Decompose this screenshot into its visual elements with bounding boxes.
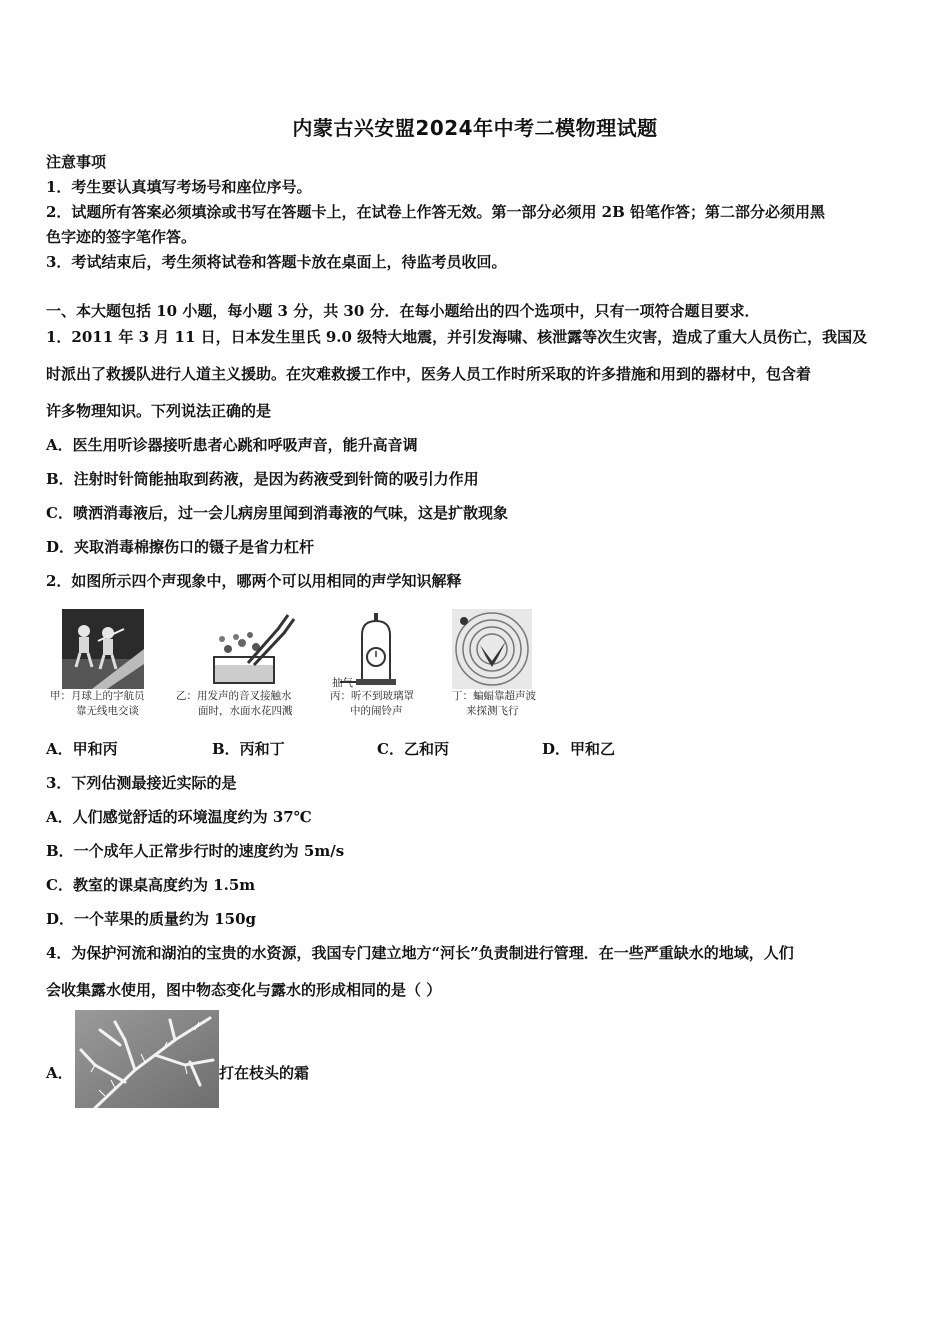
question-3-stem: 3．下列估测最接近实际的是 [46, 774, 237, 792]
question-3-option: A．人们感觉舒适的环境温度约为 37℃ [46, 808, 312, 826]
figure-caption: 中的闹铃声 [350, 705, 403, 717]
question-1-option: C．喷洒消毒液后，过一会儿病房里闻到消毒液的气味，这是扩散现象 [46, 504, 508, 522]
question-1-stem: 1．2011 年 3 月 11 日，日本发生里氏 9.0 级特大地震，并引发海啸、核泄露等次生灾害，造成了重大人员伤亡，我国及 [46, 328, 868, 346]
figure-label: 抽气 [332, 677, 353, 689]
section-heading: 一、本大题包括 10 小题，每小题 3 分，共 30 分．在每小题给出的四个选项中，只有一项符合题目要求． [46, 302, 760, 320]
notice-item: 3．考试结束后，考生须将试卷和答题卡放在桌面上，待监考员收回。 [46, 253, 507, 271]
question-2-option: C．乙和丙 [377, 740, 449, 758]
question-3-option: B．一个成年人正常步行时的速度约为 5m/s [46, 842, 345, 860]
figure-caption: 乙：用发声的音叉接触水 [176, 690, 292, 702]
question-1-option: B．注射时针筒能抽取到药液，是因为药液受到针筒的吸引力作用 [46, 470, 479, 488]
question-3-option: D．一个苹果的质量约为 150g [46, 910, 257, 928]
notice-item: 1．考生要认真填写考场号和座位序号。 [46, 178, 312, 196]
figure-caption: 丙：听不到玻璃罩 [330, 690, 414, 702]
bat-figure [452, 609, 532, 689]
figure-caption: 面时，水面水花四溅 [198, 705, 293, 717]
question-2-option: D．甲和乙 [542, 740, 616, 758]
question-4-stem: 会收集露水使用，图中物态变化与露水的形成相同的是（ ） [46, 981, 442, 999]
question-3-option: C．教室的课桌高度约为 1.5m [46, 876, 256, 894]
question-1-option: A．医生用听诊器接听患者心跳和呼吸声音，能升高音调 [46, 436, 418, 454]
question-2-option: A．甲和丙 [46, 740, 118, 758]
notice-heading: 注意事项 [46, 153, 107, 171]
question-1-option: D．夹取消毒棉擦伤口的镊子是省力杠杆 [46, 538, 315, 556]
figure-caption: 甲：月球上的宇航员 [50, 690, 145, 702]
figure-caption: 丁：蝙蝠靠超声波 [452, 690, 536, 702]
frost-branch-image [75, 1010, 219, 1108]
question-2-stem: 2．如图所示四个声现象中，哪两个可以用相同的声学知识解释 [46, 572, 462, 590]
notice-item: 色字迹的签字笔作答。 [46, 228, 197, 246]
figure-caption: 靠无线电交谈 [76, 705, 139, 717]
astronaut-figure [62, 609, 144, 689]
page-title: 内蒙古兴安盟2024年中考二模物理试题 [292, 116, 658, 140]
question-4-stem: 4．为保护河流和湖泊的宝贵的水资源，我国专门建立地方“河长”负责制进行管理．在一些严重缺水的地域，人们 [46, 944, 794, 962]
question-2-option: B．丙和丁 [212, 740, 285, 758]
figure-caption: 来探测飞行 [466, 705, 519, 717]
question-1-stem: 时派出了救援队进行人道主义援助。在灾难救援工作中，医务人员工作时所采取的许多措施和用到的器材中，包含着 [46, 365, 812, 383]
tuning-fork-figure [208, 609, 300, 689]
notice-item: 2．试题所有答案必须填涂或书写在答题卡上，在试卷上作答无效。第一部分必须用 2B 铅笔作答；第二部分必须用黑 [46, 203, 826, 221]
question-4-option-letter: A． [46, 1064, 73, 1082]
question-1-stem: 许多物理知识。下列说法正确的是 [46, 402, 272, 420]
question-4-option-text: 打在枝头的霜 [219, 1064, 310, 1082]
